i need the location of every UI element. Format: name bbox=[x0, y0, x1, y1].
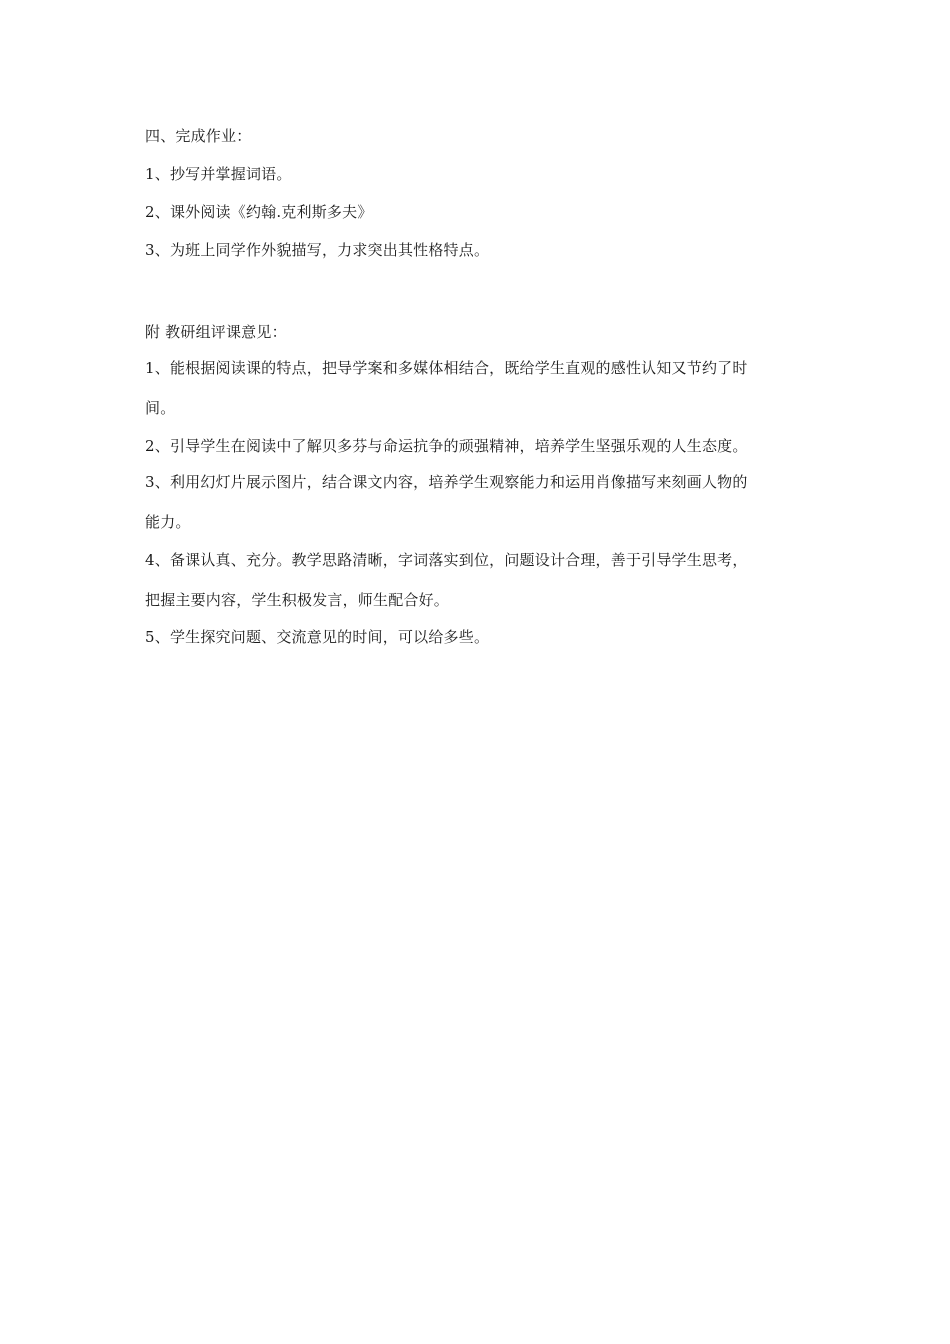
homework-heading: 四、完成作业： bbox=[145, 127, 252, 145]
homework-item-1: 1、抄写并掌握词语。 bbox=[145, 165, 292, 183]
review-line-1: 1、能根据阅读课的特点，把导学案和多媒体相结合，既给学生直观的感性认知又节约了时 bbox=[145, 359, 748, 377]
review-heading: 附 教研组评课意见： bbox=[145, 323, 287, 341]
review-line-2: 间。 bbox=[145, 399, 176, 417]
review-line-4: 3、利用幻灯片展示图片，结合课文内容，培养学生观察能力和运用肖像描写来刻画人物的 bbox=[145, 473, 748, 491]
homework-item-2: 2、课外阅读《约翰.克利斯多夫》 bbox=[145, 203, 373, 221]
review-line-8: 5、学生探究问题、交流意见的时间，可以给多些。 bbox=[145, 628, 490, 646]
review-line-6: 4、备课认真、充分。教学思路清晰，字词落实到位，问题设计合理，善于引导学生思考， bbox=[145, 551, 748, 569]
review-line-7: 把握主要内容，学生积极发言，师生配合好。 bbox=[145, 591, 450, 609]
review-line-5: 能力。 bbox=[145, 513, 191, 531]
homework-item-3: 3、为班上同学作外貌描写，力求突出其性格特点。 bbox=[145, 241, 490, 259]
review-line-3: 2、引导学生在阅读中了解贝多芬与命运抗争的顽强精神，培养学生坚强乐观的人生态度。 bbox=[145, 437, 748, 455]
